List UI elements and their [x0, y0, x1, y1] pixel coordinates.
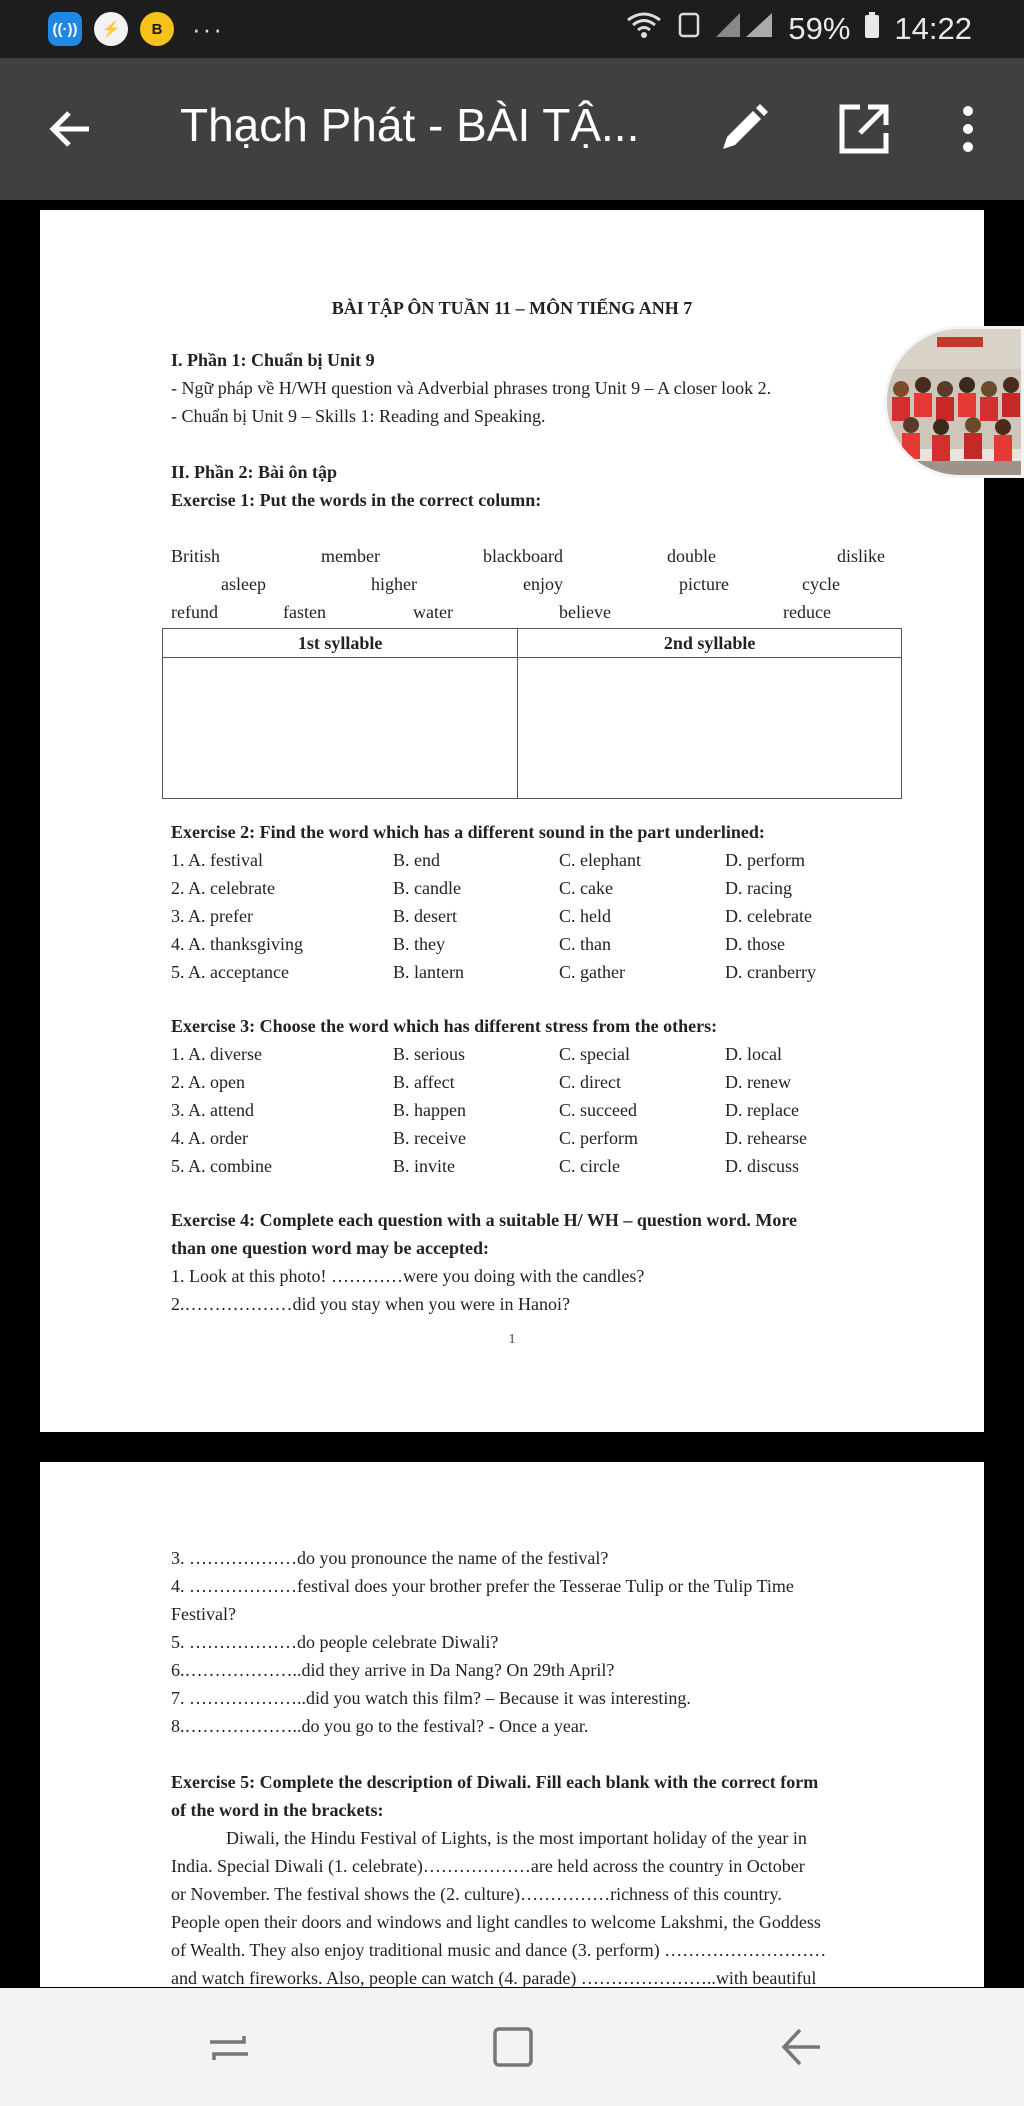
- status-bar: [0, 0, 1024, 58]
- ex5-paragraph-line: Diwali, the Hindu Festival of Lights, is the most important holiday of the year in: [226, 1828, 807, 1848]
- open-in-new-icon: [836, 101, 892, 157]
- ex5-paragraph-line: or November. The festival shows the (2. culture)……………richness of this country.: [171, 1884, 782, 1904]
- option: C. succeed: [559, 1100, 637, 1120]
- ex1-word: cycle: [802, 574, 840, 594]
- option: C. perform: [559, 1128, 638, 1148]
- table-cell: [163, 658, 518, 799]
- option: C. than: [559, 934, 611, 954]
- ex3-row: [171, 1072, 871, 1100]
- part1-line: - Ngữ pháp về H/WH question và Adverbial phrases trong Unit 9 – A closer look 2.: [171, 378, 772, 398]
- ex5-paragraph-line: and watch fireworks. Also, people can watch (4. parade) …………………..with beautiful: [171, 1968, 817, 1987]
- ex1-word: dislike: [837, 546, 885, 566]
- option: B. they: [393, 934, 445, 954]
- option: 3. A. prefer: [171, 906, 253, 926]
- ex3-row: [171, 1100, 871, 1128]
- more-vert-icon: [948, 101, 988, 157]
- option: 4. A. order: [171, 1128, 248, 1148]
- ex1-word: asleep: [221, 574, 266, 594]
- back-button[interactable]: [44, 102, 98, 156]
- option: D. celebrate: [725, 906, 812, 926]
- option: 5. A. combine: [171, 1156, 272, 1176]
- option: D. replace: [725, 1100, 799, 1120]
- ex1-word: member: [321, 546, 380, 566]
- recents-icon: [204, 2022, 254, 2072]
- ex4-item: 5. ………………do people celebrate Diwali?: [171, 1632, 499, 1652]
- option: B. lantern: [393, 962, 464, 982]
- table-cell: [518, 658, 902, 799]
- ex4-heading-cont: than one question word may be accepted:: [171, 1238, 489, 1258]
- home-icon: [488, 2022, 538, 2072]
- option: D. cranberry: [725, 962, 816, 982]
- table-header: 2nd syllable: [518, 629, 902, 658]
- ex1-word: water: [413, 602, 453, 622]
- ex2-row: [171, 878, 871, 906]
- ex1-word: British: [171, 546, 221, 566]
- option: B. end: [393, 850, 440, 870]
- ex2-row: [171, 850, 871, 878]
- back-icon: [776, 2022, 826, 2072]
- ex5-heading: Exercise 5: Complete the description of Diwali. Fill each blank with the correct form: [171, 1772, 819, 1792]
- option: B. invite: [393, 1156, 455, 1176]
- ex3-options: [171, 1044, 871, 1184]
- option: C. gather: [559, 962, 625, 982]
- option: 4. A. thanksgiving: [171, 934, 304, 954]
- syllable-table: [162, 628, 902, 799]
- ex5-paragraph-line: People open their doors and windows and light candles to welcome Lakshmi, the Goddess: [171, 1912, 821, 1932]
- option: 5. A. acceptance: [171, 962, 289, 982]
- ex2-row: [171, 962, 871, 990]
- ex4-item: 6.………………..did they arrive in Da Nang? On 29th April?: [171, 1660, 615, 1680]
- group-photo-icon: [887, 329, 1024, 478]
- ex4-item: 4. ………………festival does your brother prefer the Tesserae Tulip or the Tulip Time: [171, 1576, 794, 1596]
- notification-icons: [48, 12, 224, 46]
- messenger-icon: ⚡: [94, 12, 128, 46]
- ex3-heading: Exercise 3: Choose the word which has different stress from the others:: [171, 1016, 718, 1036]
- table-header: 1st syllable: [163, 629, 518, 658]
- ex5-paragraph-line: India. Special Diwali (1. celebrate)………………are held across the country in October: [171, 1856, 805, 1876]
- ex4-item: 3. ………………do you pronounce the name of the festival?: [171, 1548, 609, 1568]
- ex4-item-cont: Festival?: [171, 1604, 236, 1624]
- ex1-word: higher: [371, 574, 417, 594]
- option: D. perform: [725, 850, 805, 870]
- edit-button[interactable]: [715, 101, 771, 157]
- option: B. candle: [393, 878, 461, 898]
- document-page-2[interactable]: [40, 1462, 984, 1987]
- ex4-heading: Exercise 4: Complete each question with a suitable H/ WH – question word. More: [171, 1210, 797, 1230]
- system-icons: [624, 10, 972, 47]
- ex5-paragraph-line: of Wealth. They also enjoy traditional music and dance (3. perform) ………………………: [171, 1940, 827, 1960]
- ex1-word: refund: [171, 602, 218, 622]
- pencil-icon: [715, 101, 771, 157]
- ex5-heading-cont: of the word in the brackets:: [171, 1800, 384, 1820]
- option: D. those: [725, 934, 785, 954]
- option: B. desert: [393, 906, 457, 926]
- ex2-options: [171, 850, 871, 990]
- option: C. held: [559, 906, 611, 926]
- page-number: 1: [508, 1332, 516, 1347]
- option: 2. A. open: [171, 1072, 245, 1092]
- ex3-row: [171, 1128, 871, 1156]
- recents-button[interactable]: [204, 2022, 254, 2072]
- doc-heading: BÀI TẬP ÔN TUẦN 11 – MÔN TIẾNG ANH 7: [331, 298, 693, 318]
- ex2-heading: Exercise 2: Find the word which has a different sound in the part underlined:: [171, 822, 765, 842]
- ex4-item: 8.………………..do you go to the festival? - Once a year.: [171, 1716, 589, 1736]
- option: B. affect: [393, 1072, 455, 1092]
- option: C. circle: [559, 1156, 620, 1176]
- option: 1. A. diverse: [171, 1044, 262, 1064]
- document-title: Thạch Phát - BÀI TẬ...: [180, 99, 640, 151]
- home-button[interactable]: [488, 2022, 538, 2072]
- ex1-word: picture: [679, 574, 729, 594]
- part1-heading: I. Phần 1: Chuẩn bị Unit 9: [171, 350, 375, 370]
- arrow-left-icon: [49, 109, 93, 149]
- option: 3. A. attend: [171, 1100, 254, 1120]
- option: B. receive: [393, 1128, 466, 1148]
- battery-percent: 59%: [788, 10, 851, 46]
- ex2-row: [171, 934, 871, 962]
- b-app-icon: B: [140, 12, 174, 46]
- part1-line: - Chuẩn bị Unit 9 – Skills 1: Reading and Speaking.: [171, 406, 546, 426]
- battery-icon: [864, 11, 880, 47]
- option: D. local: [725, 1044, 782, 1064]
- option: C. direct: [559, 1072, 621, 1092]
- ex1-word: reduce: [783, 602, 831, 622]
- ex1-word: fasten: [283, 602, 326, 622]
- option: C. elephant: [559, 850, 641, 870]
- ex1-word: double: [667, 546, 716, 566]
- signal-icon: [714, 11, 774, 47]
- ex2-row: [171, 906, 871, 934]
- ex4-item: 7. ………………..did you watch this film? – Because it was interesting.: [171, 1688, 691, 1708]
- document-page-1[interactable]: [40, 210, 984, 1432]
- option: D. rehearse: [725, 1128, 807, 1148]
- option: C. cake: [559, 878, 613, 898]
- system-nav-bar: [0, 1988, 1024, 2106]
- option: D. renew: [725, 1072, 791, 1092]
- option: C. special: [559, 1044, 630, 1064]
- chat-head-avatar[interactable]: [884, 326, 1024, 478]
- more-notifications-icon: ···: [192, 13, 224, 44]
- ex1-word: enjoy: [523, 574, 563, 594]
- part2-heading: II. Phần 2: Bài ôn tập: [171, 462, 338, 482]
- app-bar: [0, 58, 1024, 200]
- back-nav-button[interactable]: [776, 2022, 826, 2072]
- option: D. racing: [725, 878, 792, 898]
- more-options-button[interactable]: [948, 101, 988, 157]
- ex1-word: blackboard: [483, 546, 563, 566]
- ex4-item: 2.………………did you stay when you were in Hanoi?: [171, 1294, 570, 1314]
- open-external-button[interactable]: [836, 101, 892, 157]
- volte-icon: [678, 11, 700, 47]
- ex3-row: [171, 1156, 871, 1184]
- hotspot-icon: ((·)): [48, 12, 82, 46]
- option: D. discuss: [725, 1156, 800, 1176]
- option: 2. A. celebrate: [171, 878, 275, 898]
- option: B. serious: [393, 1044, 465, 1064]
- clock: 14:22: [894, 10, 972, 46]
- wifi-icon: [624, 10, 664, 47]
- option: B. happen: [393, 1100, 466, 1120]
- option: 1. A. festival: [171, 850, 263, 870]
- ex3-row: [171, 1044, 871, 1072]
- ex1-word: believe: [559, 602, 611, 622]
- ex4-item: 1. Look at this photo! …………were you doing with the candles?: [171, 1266, 645, 1286]
- ex1-heading: Exercise 1: Put the words in the correct column:: [171, 490, 542, 510]
